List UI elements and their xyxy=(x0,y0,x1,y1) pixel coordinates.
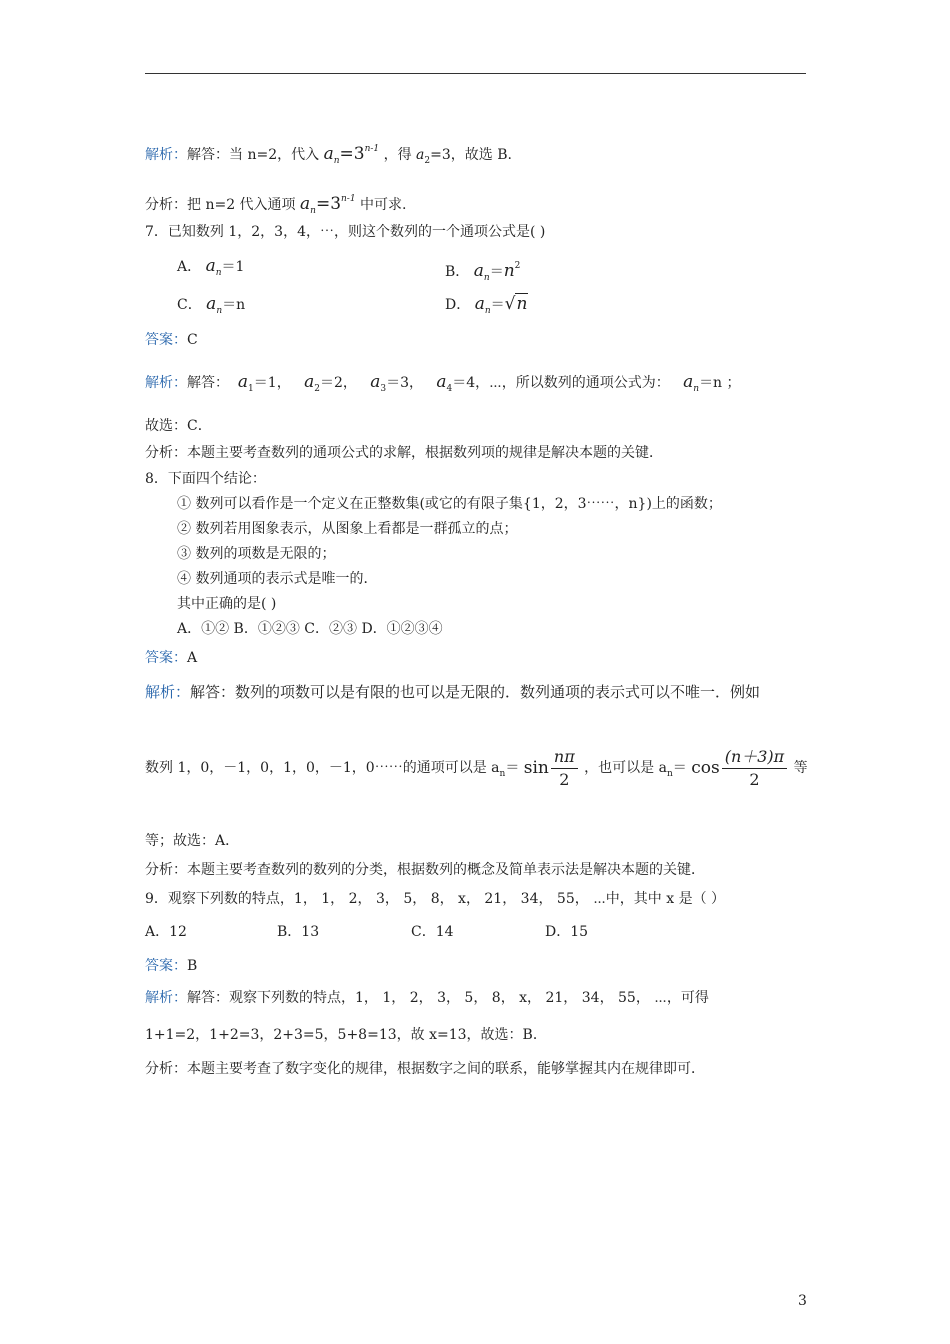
analysis-label: 解析： xyxy=(145,147,187,163)
fraction-n-plus-3-pi-over-2: $\frac{(n+3)\pi}{2}$ xyxy=(722,746,788,791)
q9-fenxi: 分析：本题主要考查了数字变化的规律，根据数字之间的联系，能够掌握其内在规律即可． xyxy=(145,1061,705,1077)
q9-option-d: D．15 xyxy=(545,924,589,940)
q7-option-b: B． $a_n=n^2$ xyxy=(445,261,521,283)
q9-option-a: A．12 xyxy=(145,924,187,940)
page-number: 3 xyxy=(798,1293,807,1309)
q8-statement-4: ④ 数列通项的表示式是唯一的． xyxy=(177,571,378,587)
q7-answer: 答案：C xyxy=(145,332,198,348)
q7-fenxi: 分析：本题主要考查数列的通项公式的求解，根据数列项的规律是解决本题的关键． xyxy=(145,445,663,461)
q7-stem: 7．已知数列 1，2，3，4，⋯，则这个数列的一个通项公式是( ) xyxy=(145,224,546,240)
q9-stem: 9．观察下列数的特点，1， 1， 2， 3， 5， 8， x， 21， 34， 55， ⋯中，其中 x 是（ ） xyxy=(145,891,726,907)
q8-fenxi: 分析：本题主要考查数列的数列的分类，根据数列的概念及简单表示法是解决本题的关键． xyxy=(145,862,705,878)
q9-option-b: B．13 xyxy=(277,924,320,940)
q7-conclusion: 故选：C． xyxy=(145,418,212,434)
q7-analysis: 解析：解答： $a_1=1$， $a_2=2$， $a_3=3$， $a_4=4$，⋯，所以数列的通项公式为： $a_n=n$ ； xyxy=(145,372,741,394)
q8-analysis: 解析：解答：数列的项数可以是有限的也可以是无限的．数列通项的表示式可以不唯一．例如 xyxy=(145,683,761,701)
q7-option-d: D． $a_n=√n$ xyxy=(445,294,528,316)
q9-analysis: 解析：解答：观察下列数的特点，1， 1， 2， 3， 5， 8， x， 21， 34， 55， ⋯，可得 xyxy=(145,990,709,1006)
q8-ask: 其中正确的是( ) xyxy=(177,596,277,612)
q8-continued: 等；故选：A． xyxy=(145,833,240,849)
q8-options: A．①② B．①②③ C．②③ D．①②③④ xyxy=(177,621,443,637)
q8-example: 数列 1，0，－1，0，1，0，－1，0⋯⋯的通项可以是 $a_n= \sin$ $\frac{n\pi}{2}$ ，也可以是 $a_n= \cos$ $\frac{(n+3)\pi}{2}$ 等 xyxy=(145,746,808,789)
q7-option-a: A． $a_n=1$ xyxy=(177,256,245,278)
q7-option-c: C． $a_n=n$ xyxy=(177,294,246,316)
q6-analysis: 解析：解答：当 n=2，代入 $a_n=3^{n-1}$ ，得 $a_2=3$，故选 B. xyxy=(145,144,512,166)
q9-analysis-cont: 1+1=2，1+2=3，2+3=5，5+8=13，故 x=13，故选：B． xyxy=(145,1027,547,1043)
q8-stem: 8．下面四个结论： xyxy=(145,471,266,487)
q8-statement-1: ① 数列可以看作是一个定义在正整数集(或它的有限子集{1，2，3⋯⋯，n})上的函数； xyxy=(177,496,722,512)
q6-fenxi: 分析：把 n=2 代入通项 $a_n=3^{n-1}$ 中可求. xyxy=(145,194,407,216)
q8-answer: 答案：A xyxy=(145,650,198,666)
q8-statement-2: ② 数列若用图象表示，从图象上看都是一群孤立的点； xyxy=(177,521,518,537)
q9-answer: 答案：B xyxy=(145,958,198,974)
header-rule xyxy=(145,73,806,74)
q8-statement-3: ③ 数列的项数是无限的； xyxy=(177,546,336,562)
fraction-n-pi-over-2: $\frac{n\pi}{2}$ xyxy=(551,746,578,791)
q9-option-c: C．14 xyxy=(411,924,454,940)
